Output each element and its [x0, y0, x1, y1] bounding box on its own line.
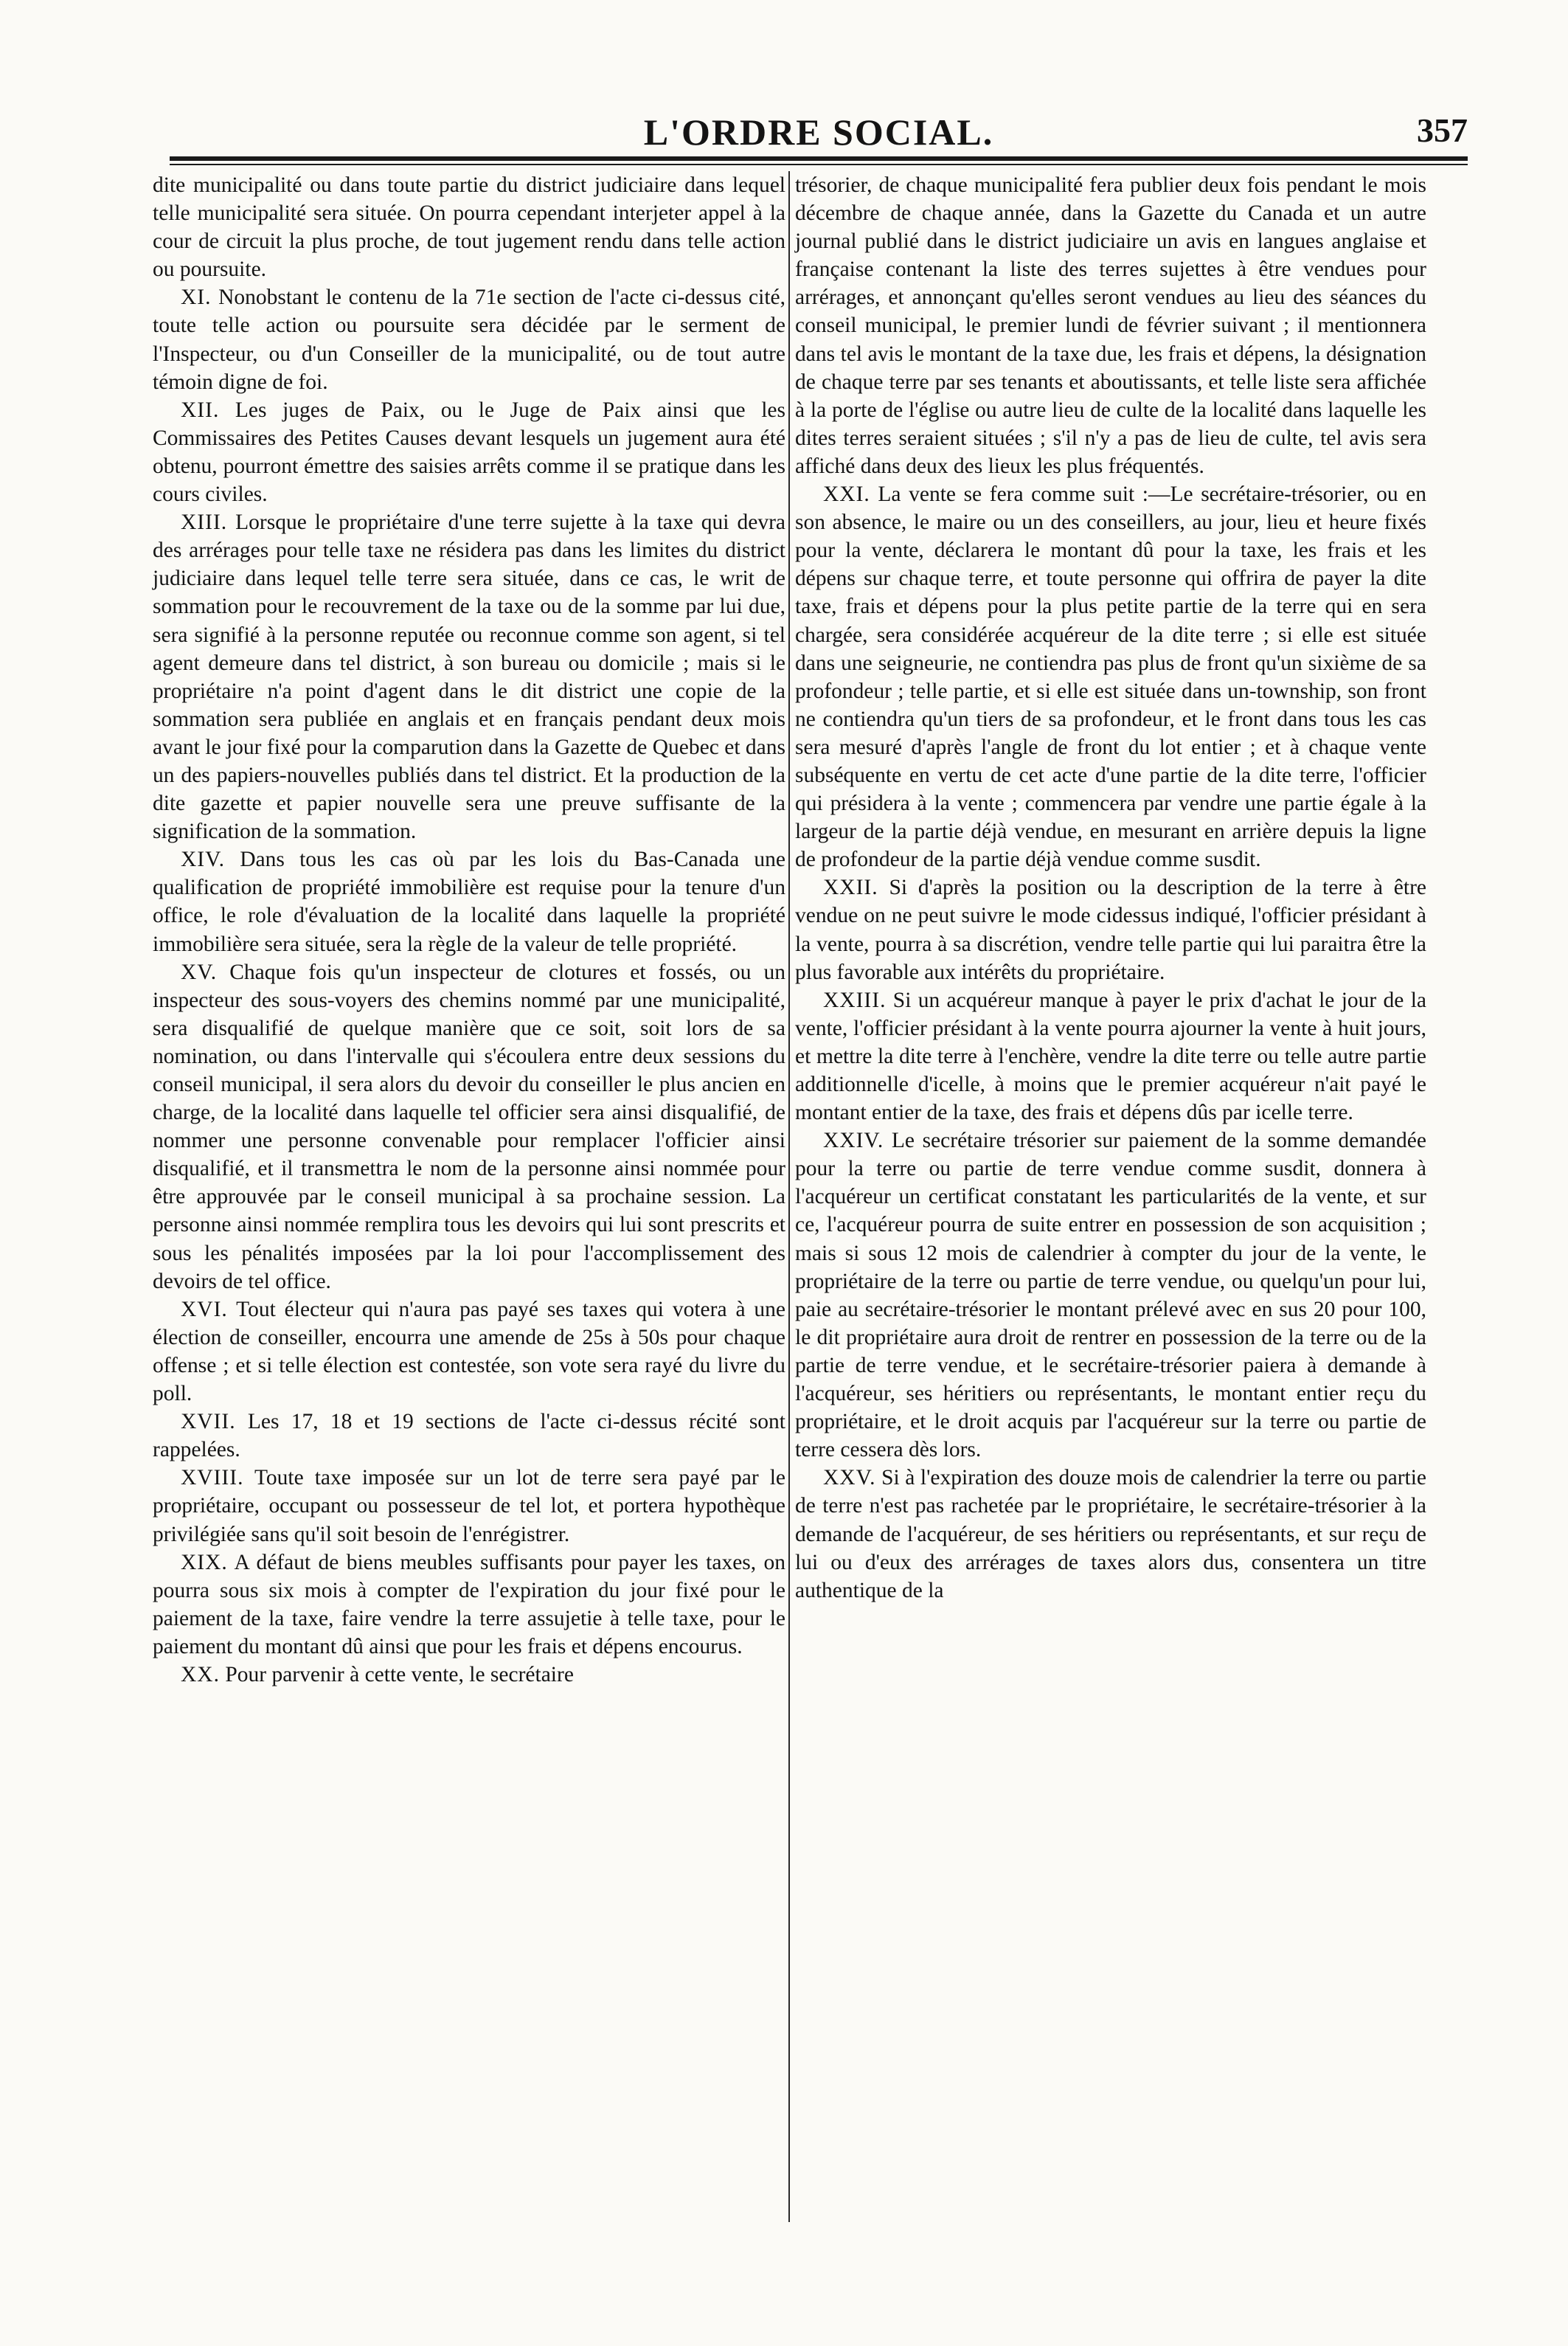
article-paragraph [795, 171, 1426, 480]
article-paragraph [795, 480, 1426, 873]
article-paragraph [153, 1661, 785, 1689]
paragraph-text: Nonobstant le contenu de la 71e section de l'acte ci-dessus cité, toute telle action ou poursuite sera décidée par le serment de l'Inspecteur, ou d'un Conseiller de la municipalité, ou de tout autre témoin digne de foi. [153, 286, 786, 394]
paragraph-text: Pour parvenir à cette vente, le secrétaire [225, 1662, 574, 1686]
section-number: XIII. [181, 511, 228, 535]
header-rule-thin [170, 164, 1468, 165]
article-paragraph [153, 845, 785, 958]
page-header [170, 111, 1468, 155]
section-number: XI. [181, 286, 212, 310]
paragraph-text: dite municipalité ou dans toute partie du district judiciaire dans lequel telle municipalité sera située. On pourra cependant interjeter appel à la cour de circuit la plus proche, de tout jugement rendu dans telle action ou poursuite. [153, 173, 785, 282]
article-paragraph [153, 1549, 785, 1661]
article-paragraph [153, 958, 785, 1295]
section-number: XVIII. [181, 1466, 244, 1490]
paragraph-text: trésorier, de chaque municipalité fera publier deux fois pendant le mois décembre de chaque année, dans la Gazette du Canada et un autre journal publié dans le district judiciaire un avis en langues anglaise et française contenant la liste des terres sujettes à être vendues pour arrérages, et annonçant qu'elles seront vendues au lieu des séances du conseil municipal, le premier lundi de février suivant ; il mentionnera dans tel avis le montant de la taxe due, les frais et dépens, la désignation de chaque terre par ses tenants et aboutissants, et telle liste sera affichée à la porte de l'église ou autre lieu de culte de la localité dans laquelle les dites terres seraient situées ; s'il n'y a pas de lieu de culte, tel avis sera affiché dans deux des lieux les plus fréquentés. [795, 173, 1426, 478]
paragraph-text: Si un acquéreur manque à payer le prix d'achat le jour de la vente, l'officier présidant à la vente pourra ajourner la vente à huit jours, et mettre la dite terre à l'enchère, vendre la dite terre ou telle autre partie additionnelle d'icelle, à moins que le premier acquéreur n'ait payé le montant entier de la taxe, des frais et dépens dûs par icelle terre. [795, 988, 1427, 1125]
section-number: XXIV. [823, 1129, 884, 1153]
article-paragraph [153, 171, 785, 283]
section-number: XIX. [181, 1550, 228, 1574]
article-paragraph [795, 873, 1426, 986]
right-column [795, 171, 1426, 1605]
page-title: L'ORDRE SOCIAL. [643, 111, 994, 153]
section-number: XV. [181, 960, 218, 984]
left-column [153, 171, 785, 1689]
article-paragraph [153, 1295, 785, 1408]
section-number: XVII. [181, 1410, 236, 1434]
paragraph-text: Si à l'expiration des douze mois de calendrier la terre ou partie de terre n'est pas rachetée par le propriétaire, le secrétaire-trésorier à la demande de l'acquéreur, de ses héritiers ou représentants, et sur reçu de lui ou d'eux des arrérages de taxes alors dus, consentera un titre authentique de la [795, 1466, 1427, 1602]
paragraph-text: Toute taxe imposée sur un lot de terre sera payé par le propriétaire, occupant ou possesseur de tel lot, et portera hypothèque privilégiée sans qu'il soit besoin de l'enrégistrer. [153, 1466, 785, 1546]
section-number: XX. [181, 1662, 220, 1686]
paragraph-text: Les 17, 18 et 19 sections de l'acte ci-dessus récité sont rappelées. [153, 1410, 785, 1462]
section-number: XVI. [181, 1297, 228, 1321]
article-paragraph [153, 396, 785, 508]
section-number: XXIII. [823, 988, 887, 1012]
section-number: XII. [181, 398, 220, 422]
article-paragraph [153, 283, 785, 395]
paragraph-text: Les juges de Paix, ou le Juge de Paix ainsi que les Commissaires des Petites Causes devant lesquels un jugement aura été obtenu, pourront émettre des saisies arrêts comme il se pratique dans les cours civiles. [153, 398, 785, 507]
column-divider [788, 171, 790, 2222]
article-paragraph [153, 508, 785, 845]
section-number: XXV. [823, 1466, 876, 1490]
header-rule [170, 156, 1468, 161]
section-number: XXI. [823, 482, 870, 507]
article-paragraph [153, 1464, 785, 1548]
page-number: 357 [1417, 111, 1468, 149]
paragraph-text: Chaque fois qu'un inspecteur de clotures et fossés, ou un inspecteur des sous-voyers des chemins nommé par une municipalité, sera disqualifié de quelque manière que ce soit, soit lors de sa nomination, ou dans l'intervalle qui s'écoulera entre deux sessions du conseil municipal, il sera alors du devoir du conseiller le plus ancien en charge, de la localité dans laquelle tel officier sera ainsi disqualifié, de nommer une personne convenable pour remplacer l'officier ainsi disqualifié, et il transmettra le nom de la personne ainsi nommée pour être approuvée par le conseil municipal à sa prochaine session. La personne ainsi nommée remplira tous les devoirs qui lui sont prescrits et sous les pénalités imposées par la loi pour l'accomplissement des devoirs de tel office. [153, 960, 786, 1293]
paragraph-text: A défaut de biens meubles suffisants pour payer les taxes, on pourra sous six mois à compter de l'expiration du jour fixé pour le paiement de la taxe, faire vendre la terre assujetie à telle taxe, pour le paiement du montant dû ainsi que pour les frais et dépens encourus. [153, 1550, 785, 1658]
section-number: XIV. [181, 848, 226, 872]
paragraph-text: Tout électeur qui n'aura pas payé ses taxes qui votera à une élection de conseiller, encourra une amende de 25s à 50s pour chaque offense ; et si telle élection est contestée, son vote sera rayé du livre du poll. [153, 1297, 785, 1406]
paragraph-text: Si d'après la position ou la description de la terre à être vendue on ne peut suivre le mode cidessus indiqué, l'officier présidant à la vente, pourra à sa discrétion, vendre telle partie qui lui paraitra être la plus favorable aux intérêts du propriétaire. [795, 876, 1426, 984]
article-paragraph [795, 1464, 1426, 1604]
paragraph-text: Dans tous les cas où par les lois du Bas-Canada une qualification de propriété immobilière est requise pour la tenure d'un office, le role d'évaluation de la localité dans laquelle la propriété immobilière sera située, sera la règle de la valeur de telle propriété. [153, 848, 785, 956]
article-paragraph [795, 1127, 1426, 1464]
article-paragraph [153, 1408, 785, 1464]
paragraph-text: Le secrétaire trésorier sur paiement de la somme demandée pour la terre ou partie de terre vendue comme susdit, donnera à l'acquéreur un certificat constatant les particularités de la vente, et sur ce, l'acquéreur pourra de suite entrer en possession de son acquisition ; mais si sous 12 mois de calendrier à compter du jour de la vente, le propriétaire de la terre ou partie de terre vendue, ou quelqu'un pour lui, paie au secrétaire-trésorier le montant prélevé avec en sus 20 pour 100, le dit propriétaire aura droit de rentrer en possession de la terre ou de la partie de terre vendue, et le secrétaire-trésorier paiera à demande à l'acquéreur, ses héritiers ou représentants, le montant entier reçu du propriétaire, et le droit acquis par l'acquéreur sur la terre ou partie de terre cessera dès lors. [795, 1129, 1426, 1462]
article-paragraph [795, 986, 1426, 1127]
paragraph-text: Lorsque le propriétaire d'une terre sujette à la taxe qui devra des arrérages pour telle taxe ne résidera pas dans les limites du district judiciaire dans lequel telle terre sera située, dans ce cas, le writ de sommation pour le recouvrement de la taxe ou de la somme par lui due, sera signifié à la personne reputée ou reconnue comme son agent, si tel agent demeure dans tel district, à son bureau ou domicile ; mais si le propriétaire n'a point d'agent dans le dit district une copie de la sommation sera publiée en anglais et en français pendant deux mois avant le jour fixé pour la comparution dans la Gazette de Quebec et dans un des papiers-nouvelles publiés dans tel district. Et la production de la dite gazette et papier nouvelle sera une preuve suffisante de la signification de la sommation. [153, 511, 786, 844]
section-number: XXII. [823, 876, 878, 900]
paragraph-text: La vente se fera comme suit :—Le secrétaire-trésorier, ou en son absence, le maire ou un des conseillers, au jour, lieu et heure fixés pour la vente, déclarera le montant dû pour la taxe, les frais et les dépens sur chaque terre, et toute personne qui offrira de payer la dite taxe, frais et dépens pour la plus petite partie de la terre qui en sera chargée, sera considérée acquéreur de la dite terre ; si elle est située dans une seigneurie, ne contiendra pas plus de front qu'un sixième de sa profondeur ; telle partie, et si elle est située dans un-township, son front ne contiendra qu'un tiers de sa profondeur, et le front dans tous les cas sera mesuré d'après l'angle de front du lot entier ; et à chaque vente subséquente en vertu de cet acte d'une partie de la dite terre, l'officier qui présidera à la vente ; commencera par vendre une partie égale à la largeur de la partie déjà vendue, en mesurant en arrière depuis la ligne de profondeur de la partie déjà vendue comme susdit. [795, 482, 1427, 872]
